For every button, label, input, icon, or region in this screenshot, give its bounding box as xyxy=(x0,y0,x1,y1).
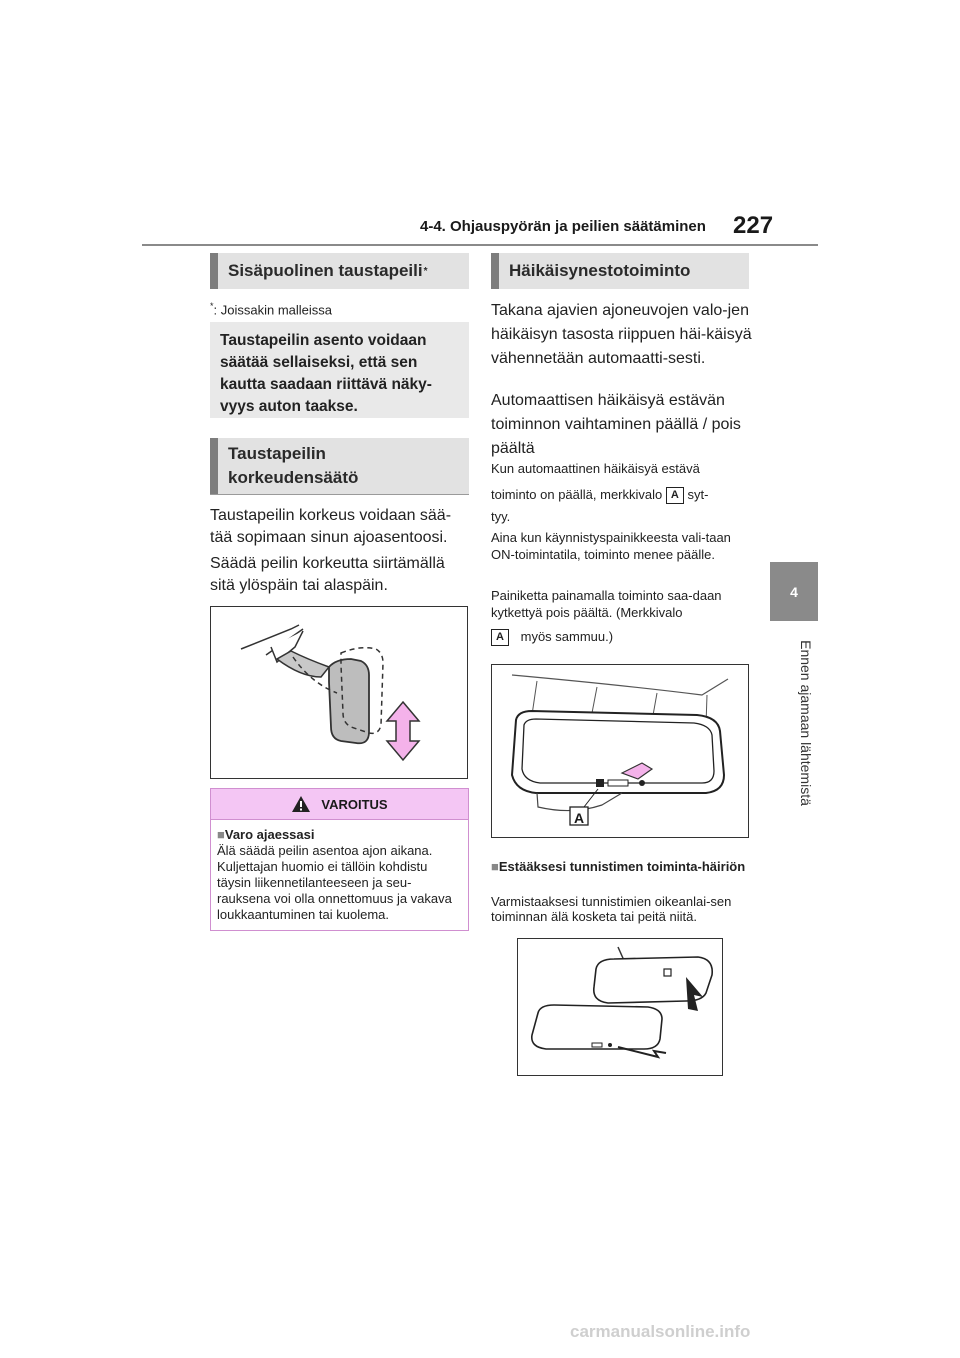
paragraph-height-adjust: Taustapeilin korkeus voidaan sää-tää sopimaan sinun ajoasentoosi. xyxy=(210,507,452,546)
footnote: *: Joissakin malleissa xyxy=(210,301,333,318)
warning-subhead: ■Varo ajaessasi xyxy=(217,827,315,842)
page-number: 227 xyxy=(733,212,774,239)
paragraph-toggle: Automaattisen häikäisyä estävän toiminnon vaihtaminen päällä / pois päältä xyxy=(491,392,741,457)
sensor-illustration xyxy=(518,939,722,1075)
sensor-text: Varmistaaksesi tunnistimien oikeanlai-sen toiminnan älä kosketa tai peitä niitä. xyxy=(491,894,732,924)
paragraph-antiglare: Takana ajavien ajoneuvojen valo-jen häikäisyn tasosta riippuen häi-käisyä vähennetään automaatti-sesti. xyxy=(491,302,752,367)
square-bullet-icon: ■ xyxy=(491,859,499,874)
warning-triangle-icon xyxy=(291,795,311,813)
marker-a-icon: A xyxy=(666,487,684,504)
header-title: 4-4. Ohjauspyörän ja peilien säätäminen xyxy=(420,218,706,235)
section-title-height-adjust: Taustapeilin korkeudensäätö xyxy=(210,438,469,494)
small-text-6: A myös sammuu.) xyxy=(491,628,756,646)
watermark: carmanualsonline.info xyxy=(570,1322,751,1341)
lead-box: Taustapeilin asento voidaan säätää sellaiseksi, että sen kautta saadaan riittävä näky-vyys auton taakse. xyxy=(210,322,469,418)
header-rule xyxy=(142,244,818,246)
figure-sensors xyxy=(517,938,723,1076)
section-title-rearview-mirror: Sisäpuolinen taustapeili * xyxy=(210,253,469,289)
mirror-height-illustration xyxy=(211,607,467,778)
square-bullet-icon: ■ xyxy=(217,827,225,842)
small-text-4: Aina kun käynnistyspainikkeesta vali-taan ON-toimintatila, toiminto menee päälle. xyxy=(491,530,731,562)
marker-a-icon: A xyxy=(491,629,509,646)
paragraph-move-mirror: Säädä peilin korkeutta siirtämällä sitä ylöspäin tai alaspäin. xyxy=(210,555,445,594)
small-text-2: toiminto on päällä, merkkivalo A syt- xyxy=(491,486,756,504)
small-text-3: tyy. xyxy=(491,509,511,524)
warning-header: VAROITUS xyxy=(211,789,468,820)
warning-box xyxy=(210,788,469,931)
section-title-antiglare: Häikäisynestotoiminto xyxy=(491,253,749,289)
figure-antiglare-mirror xyxy=(491,664,749,838)
chapter-tab: 4 xyxy=(770,562,818,621)
figure-mirror-height xyxy=(210,606,468,779)
antiglare-mirror-illustration xyxy=(492,665,748,837)
section-underline xyxy=(210,494,469,495)
sensor-heading: ■Estääksesi tunnistimen toiminta-häiriön xyxy=(491,859,746,874)
small-text-1: Kun automaattinen häikäisyä estävä xyxy=(491,461,700,476)
chapter-label: Ennen ajamaan lähtemistä xyxy=(798,639,814,806)
small-text-5: Painiketta painamalla toiminto saa-daan kytkettyä pois päältä. (Merkkivalo xyxy=(491,588,722,620)
warning-text: Älä säädä peilin asentoa ajon aikana. Kuljettajan huomio ei tällöin kohdistu täysin liikennetilanteeseen ja seu-rauksena voi olla onnettomuus ja vakava loukkaantuminen tai kuolema. xyxy=(217,843,452,922)
figure-label-a: A xyxy=(574,810,585,826)
